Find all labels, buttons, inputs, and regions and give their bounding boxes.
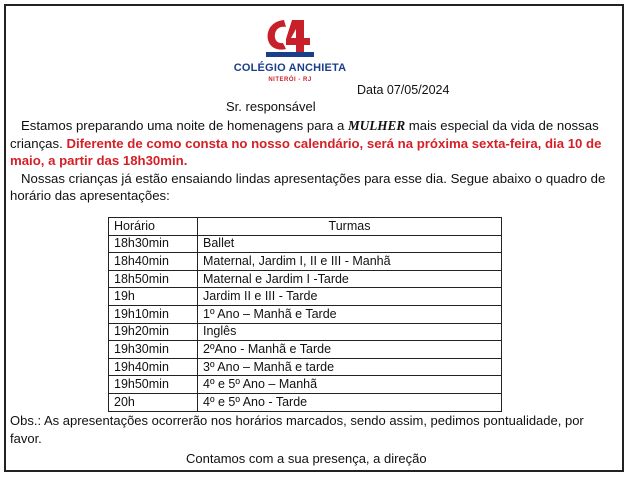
table-row (109, 323, 502, 341)
classes-cell: 4º e 5º Ano - Tarde (198, 393, 502, 411)
closing-signature: Contamos com a sua presença, a direção (186, 451, 427, 466)
greeting: Sr. responsável (226, 99, 316, 114)
time-cell: 18h50min (109, 270, 198, 288)
classes-cell: Maternal e Jardim I -Tarde (198, 270, 502, 288)
paragraph-rehearsal-text: Nossas crianças já estão ensaiando lindas apresentações para esse dia. Segue abaixo o quadro de horário das apresentações: (10, 170, 606, 203)
header-time: Horário (109, 218, 198, 236)
emphasis-mulher: MULHER (347, 118, 406, 133)
classes-cell: Inglês (198, 323, 502, 341)
table-row (109, 235, 502, 253)
paragraph-invitation (10, 117, 610, 170)
table-header-row (109, 218, 502, 236)
school-emblem-icon (264, 18, 316, 60)
time-cell: 19h50min (109, 376, 198, 394)
time-cell: 19h40min (109, 358, 198, 376)
school-name: COLÉGIO ANCHIETA (233, 62, 347, 74)
time-cell: 19h (109, 288, 198, 306)
classes-cell: Jardim II e III - Tarde (198, 288, 502, 306)
classes-cell: 3º Ano – Manhã e tarde (198, 358, 502, 376)
table-row (109, 253, 502, 271)
time-cell: 19h10min (109, 305, 198, 323)
observation-note: Obs.: As apresentações ocorrerão nos horários marcados, sendo assim, pedimos pontualidade, por favor. (10, 413, 584, 446)
time-cell: 19h20min (109, 323, 198, 341)
time-cell: 18h30min (109, 235, 198, 253)
table-row (109, 305, 502, 323)
table-row (109, 376, 502, 394)
time-cell: 18h40min (109, 253, 198, 271)
table-row (109, 341, 502, 359)
schedule-table (108, 217, 502, 412)
classes-cell: 1º Ano – Manhã e Tarde (198, 305, 502, 323)
table-row (109, 358, 502, 376)
classes-cell: Maternal, Jardim I, II e III - Manhã (198, 253, 502, 271)
header-classes: Turmas (198, 218, 502, 236)
time-cell: 20h (109, 393, 198, 411)
table-row (109, 288, 502, 306)
classes-cell: 2ºAno - Manhã e Tarde (198, 341, 502, 359)
school-city: NITERÓI - RJ (268, 77, 312, 83)
document-date: Data 07/05/2024 (357, 83, 450, 97)
paragraph-invitation-start: Estamos preparando uma noite de homenagens para a (21, 118, 348, 133)
table-row (109, 393, 502, 411)
paragraph-rehearsal (10, 170, 610, 205)
school-logo (228, 18, 352, 94)
date-change-notice: Diferente de como consta no nosso calendário, será na próxima sexta-feira, dia 10 de maio, a partir das 18h30min. (10, 135, 602, 168)
classes-cell: Ballet (198, 235, 502, 253)
classes-cell: 4º e 5º Ano – Manhã (198, 376, 502, 394)
table-row (109, 270, 502, 288)
time-cell: 19h30min (109, 341, 198, 359)
letter-body (10, 117, 610, 205)
paragraph-invitation-end: mais especial da vida de nossas crianças. (10, 118, 599, 151)
